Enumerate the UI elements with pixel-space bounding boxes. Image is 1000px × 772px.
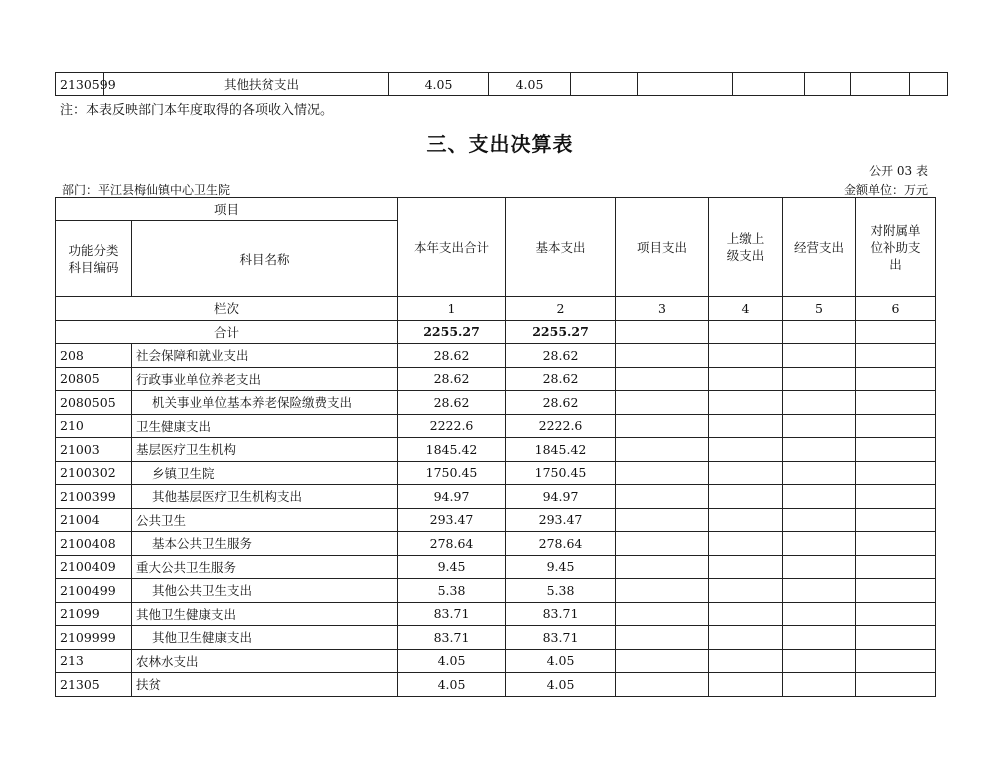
column-number-label: 栏次 [56,297,398,321]
code-cell: 2109999 [56,626,132,650]
name-cell: 农林水支出 [132,649,398,673]
total-cell: 9.45 [398,555,506,579]
column-number: 3 [616,297,709,321]
header-basic: 基本支出 [506,198,616,297]
previous-table-fragment [55,72,948,96]
subsidy-cell [856,461,936,485]
project-cell [616,367,709,391]
remit-cell [709,579,783,603]
name-cell: 机关事业单位基本养老保险缴费支出 [132,391,398,415]
name-cell: 重大公共卫生服务 [132,555,398,579]
business-cell [783,344,856,368]
subsidy-cell [856,532,936,556]
project-cell [616,532,709,556]
business-cell [783,579,856,603]
name-cell: 行政事业单位养老支出 [132,367,398,391]
empty-cell [709,320,783,344]
column-number: 2 [506,297,616,321]
total-cell: 1750.45 [398,461,506,485]
table-note: 注：本表反映部门本年度取得的各项收入情况。 [60,103,334,118]
project-cell [616,555,709,579]
header-project: 项目支出 [616,198,709,297]
total-label: 合计 [56,320,398,344]
table-row [56,391,936,415]
basic-cell: 28.62 [506,344,616,368]
business-cell [783,508,856,532]
code-cell: 2080505 [56,391,132,415]
remit-cell [709,391,783,415]
subsidy-cell [856,367,936,391]
code-cell: 2100399 [56,485,132,509]
table-row [56,579,936,603]
name-cell: 其他公共卫生支出 [132,579,398,603]
empty-cell [910,73,948,96]
code-cell: 213 [56,649,132,673]
subsidy-cell [856,626,936,650]
empty-cell [856,320,936,344]
total-cell: 5.38 [398,579,506,603]
basic-cell: 278.64 [506,532,616,556]
code-cell: 20805 [56,367,132,391]
business-cell [783,649,856,673]
business-cell [783,438,856,462]
remit-cell [709,438,783,462]
project-cell [616,485,709,509]
remit-cell [709,649,783,673]
business-cell [783,367,856,391]
table-row [56,438,936,462]
total-cell: 94.97 [398,485,506,509]
project-cell [616,626,709,650]
department-label: 部门：平江县梅仙镇中心卫生院 [62,183,231,197]
business-cell [783,602,856,626]
basic-cell: 4.05 [506,649,616,673]
header-name: 科目名称 [132,221,398,297]
code-cell: 210 [56,414,132,438]
column-number: 4 [709,297,783,321]
table-row [56,485,936,509]
project-cell [616,649,709,673]
code-cell: 2130599 [56,73,104,96]
table-row [56,344,936,368]
project-cell [616,438,709,462]
code-cell: 2100408 [56,532,132,556]
remit-cell [709,367,783,391]
table-row [56,461,936,485]
column-number: 5 [783,297,856,321]
remit-cell [709,532,783,556]
total-cell: 28.62 [398,344,506,368]
basic-cell: 83.71 [506,602,616,626]
remit-cell [709,461,783,485]
header-total: 本年支出合计 [398,198,506,297]
name-cell: 其他卫生健康支出 [132,602,398,626]
name-cell: 其他扶贫支出 [104,73,389,96]
business-cell [783,391,856,415]
code-cell: 2100409 [56,555,132,579]
table-row [56,532,936,556]
basic-cell: 5.38 [506,579,616,603]
basic-cell: 9.45 [506,555,616,579]
basic-cell: 28.62 [506,391,616,415]
basic-cell: 1845.42 [506,438,616,462]
remit-cell [709,485,783,509]
header-row [56,198,936,221]
subsidy-cell [856,555,936,579]
basic-cell: 28.62 [506,367,616,391]
basic-cell: 293.47 [506,508,616,532]
page-title: 三、支出决算表 [426,132,574,156]
project-cell [616,414,709,438]
table-row [56,508,936,532]
name-cell: 社会保障和就业支出 [132,344,398,368]
name-cell: 卫生健康支出 [132,414,398,438]
total-cell: 4.05 [398,673,506,697]
name-cell: 公共卫生 [132,508,398,532]
business-cell [783,532,856,556]
empty-cell [616,320,709,344]
total-cell: 2222.6 [398,414,506,438]
total-cell: 28.62 [398,391,506,415]
project-cell [616,579,709,603]
total-cell: 293.47 [398,508,506,532]
code-cell: 21004 [56,508,132,532]
remit-cell [709,508,783,532]
total-cell: 83.71 [398,602,506,626]
remit-cell [709,626,783,650]
table-row [56,649,936,673]
empty-cell [571,73,638,96]
total-cell: 28.62 [398,367,506,391]
table-row [56,602,936,626]
remit-cell [709,414,783,438]
column-number: 6 [856,297,936,321]
subsidy-cell [856,414,936,438]
total-value: 2255.27 [506,320,616,344]
name-cell: 乡镇卫生院 [132,461,398,485]
total-cell: 83.71 [398,626,506,650]
name-cell: 其他基层医疗卫生机构支出 [132,485,398,509]
remit-cell [709,555,783,579]
empty-cell [733,73,805,96]
project-cell [616,508,709,532]
subsidy-cell [856,673,936,697]
subsidy-cell [856,485,936,509]
table-row [56,626,936,650]
subsidy-cell [856,508,936,532]
table-row [56,367,936,391]
project-cell [616,673,709,697]
project-cell [616,602,709,626]
name-cell: 扶贫 [132,673,398,697]
empty-cell [638,73,733,96]
expenditure-table [55,197,936,697]
business-cell [783,626,856,650]
subsidy-cell [856,579,936,603]
remit-cell [709,673,783,697]
header-item: 项目 [56,198,398,221]
header-business: 经营支出 [783,198,856,297]
project-cell [616,391,709,415]
form-number: 公开 03 表 [869,164,928,178]
basic-cell: 94.97 [506,485,616,509]
code-cell: 2100499 [56,579,132,603]
name-cell: 其他卫生健康支出 [132,626,398,650]
code-cell: 208 [56,344,132,368]
project-cell [616,461,709,485]
business-cell [783,461,856,485]
table-row [56,414,936,438]
total-cell: 1845.42 [398,438,506,462]
amount-unit-label: 金额单位：万元 [843,183,928,197]
subsidy-cell [856,391,936,415]
name-cell: 基层医疗卫生机构 [132,438,398,462]
value-cell: 4.05 [489,73,571,96]
basic-cell: 2222.6 [506,414,616,438]
header-remit: 上缴上级支出 [709,198,783,297]
remit-cell [709,344,783,368]
column-number: 1 [398,297,506,321]
name-cell: 基本公共卫生服务 [132,532,398,556]
business-cell [783,414,856,438]
table-row [56,73,948,96]
empty-cell [783,320,856,344]
subsidy-cell [856,649,936,673]
code-cell: 21305 [56,673,132,697]
column-number-row [56,297,936,321]
basic-cell: 1750.45 [506,461,616,485]
total-row [56,320,936,344]
subsidy-cell [856,438,936,462]
remit-cell [709,602,783,626]
basic-cell: 4.05 [506,673,616,697]
subsidy-cell [856,602,936,626]
subsidy-cell [856,344,936,368]
table-row [56,555,936,579]
project-cell [616,344,709,368]
code-cell: 2100302 [56,461,132,485]
empty-cell [851,73,910,96]
code-cell: 21003 [56,438,132,462]
code-cell: 21099 [56,602,132,626]
total-value: 2255.27 [398,320,506,344]
total-cell: 278.64 [398,532,506,556]
value-cell: 4.05 [389,73,489,96]
empty-cell [805,73,851,96]
table-row [56,673,936,697]
business-cell [783,673,856,697]
business-cell [783,485,856,509]
header-subsidy: 对附属单位补助支出 [856,198,936,297]
business-cell [783,555,856,579]
total-cell: 4.05 [398,649,506,673]
header-code: 功能分类科目编码 [56,221,132,297]
basic-cell: 83.71 [506,626,616,650]
